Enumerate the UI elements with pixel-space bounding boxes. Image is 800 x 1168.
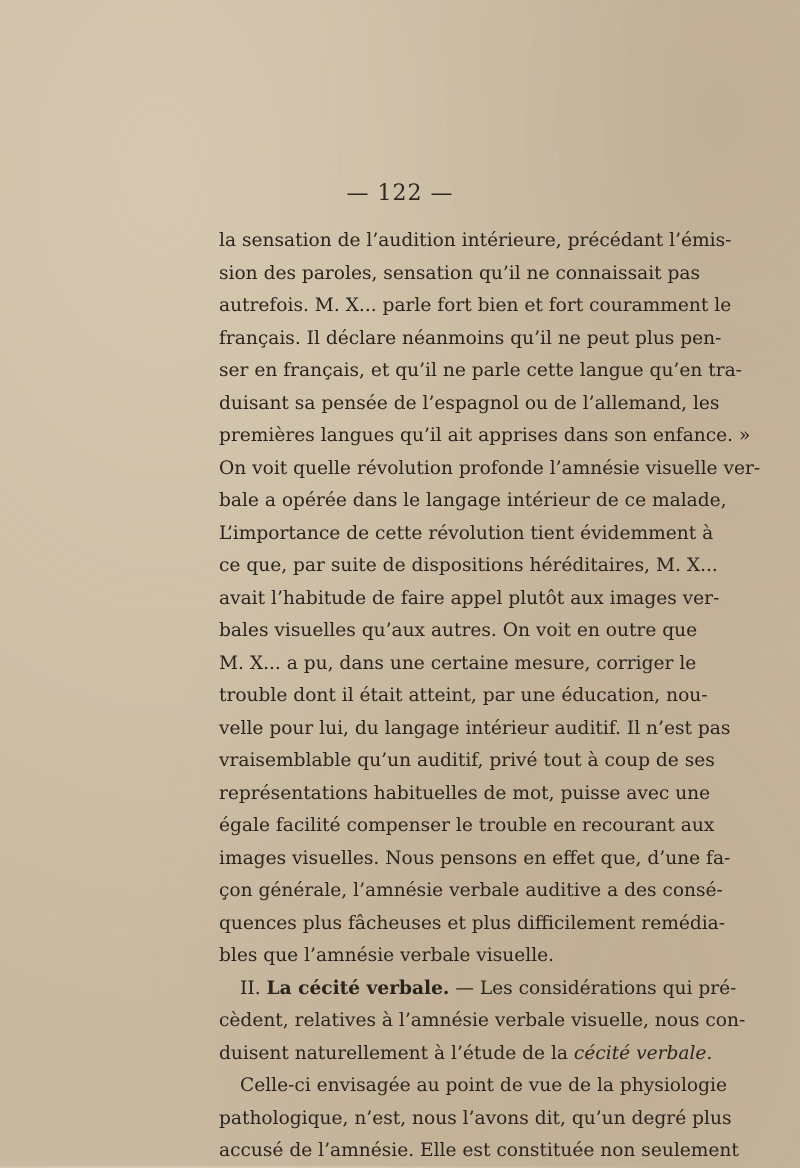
- text-line: français. Il déclare néanmoins qu’il ne peut plus pen-: [219, 327, 722, 349]
- section-number: II.: [240, 977, 261, 999]
- text-line: égale facilité compenser le trouble en recourant aux: [219, 815, 715, 836]
- text-line: représentations habituelles de mot, puisse avec une: [219, 782, 711, 804]
- text-line: quences plus fâcheuses et plus difficilement remédia-: [219, 912, 726, 934]
- text-line: images visuelles. Nous pensons en effet que, d’une fa-: [219, 847, 731, 869]
- text-line: premières langues qu’il ait apprises dans son enfance. »: [219, 425, 751, 446]
- text-line: L’importance de cette révolution tient évidemment à: [219, 522, 714, 544]
- text-line: M. X... a pu, dans une certaine mesure, corriger le: [219, 652, 697, 674]
- text-line: ce que, par suite de dispositions héréditaires, M. X...: [219, 555, 718, 576]
- text-line: velle pour lui, du langage intérieur auditif. Il n’est pas: [219, 717, 731, 739]
- text-line: çon générale, l’amnésie verbale auditive a des consé-: [219, 880, 723, 901]
- section-heading: La cécité verbale.: [266, 977, 450, 999]
- text-line: On voit quelle révolution profonde l’amnésie visuelle ver-: [219, 457, 761, 479]
- text-line: pathologique, n’est, nous l’avons dit, qu’un degré plus: [219, 1107, 732, 1129]
- text-line: ser en français, et qu’il ne parle cette langue qu’en tra-: [219, 360, 742, 381]
- text-line: bles que l’amnésie verbale visuelle.: [219, 945, 555, 966]
- text-line: autrefois. M. X... parle fort bien et fort couramment le: [219, 295, 732, 316]
- text-line: vraisemblable qu’un auditif, privé tout à coup de ses: [219, 750, 715, 771]
- text-line: avait l’habitude de faire appel plutôt aux images ver-: [219, 587, 720, 609]
- text-line: bales visuelles qu’aux autres. On voit en outre que: [219, 620, 698, 641]
- text-line: accusé de l’amnésie. Elle est constituée non seulement: [219, 1140, 739, 1161]
- text-line: trouble dont il était atteint, par une éducation, nou-: [219, 685, 708, 706]
- text-line: — Les considérations qui pré-: [455, 977, 737, 999]
- text-fragment: duisent naturellement à l’étude de la: [219, 1042, 568, 1064]
- body-text: [219, 225, 761, 1168]
- text-line-with-italic: [219, 1038, 713, 1071]
- text-line: bale a opérée dans le langage intérieur de ce malade,: [219, 490, 727, 511]
- text-line: la sensation de l’audition intérieure, précédant l’émis-: [219, 230, 732, 251]
- page-number: — 122 —: [346, 181, 454, 206]
- text-line: Celle-ci envisagée au point de vue de la physiologie: [240, 1075, 727, 1096]
- text-line: sion des paroles, sensation qu’il ne connaissait pas: [219, 262, 701, 284]
- text-line: duisant sa pensée de l’espagnol ou de l’allemand, les: [219, 392, 720, 414]
- text-line: cèdent, relatives à l’amnésie verbale visuelle, nous con-: [219, 1010, 746, 1031]
- section-heading-line: [219, 973, 737, 1006]
- italic-term: cécité verbale.: [573, 1042, 713, 1064]
